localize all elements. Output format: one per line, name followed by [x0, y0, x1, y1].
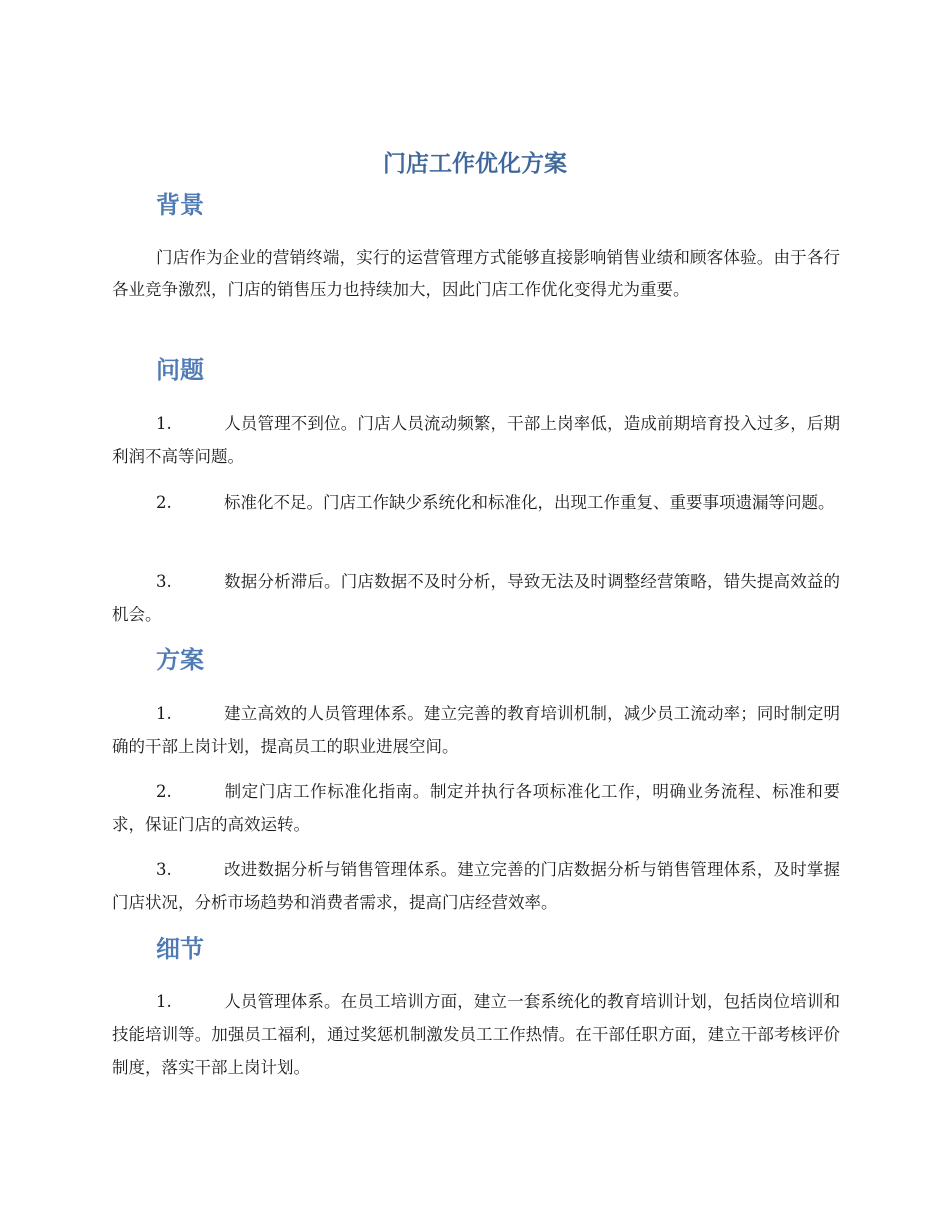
list-item-text: 建立高效的人员管理体系。建立完善的教育培训机制，减少员工流动率；同时制定明确的干部上岗计划，提高员工的职业进展空间。 — [112, 704, 840, 756]
problem-item — [112, 407, 840, 473]
list-item-text: 改进数据分析与销售管理体系。建立完善的门店数据分析与销售管理体系，及时掌握门店状况，分析市场趋势和消费者需求，提高门店经营效率。 — [112, 860, 840, 912]
plan-item — [112, 853, 840, 919]
list-number: 1. — [156, 414, 172, 433]
section-heading-plans: 方案 — [156, 646, 204, 674]
list-item-text: 标准化不足。门店工作缺少系统化和标准化，出现工作重复、重要事项遗漏等问题。 — [224, 493, 835, 512]
list-number: 3. — [156, 860, 172, 879]
list-number: 3. — [156, 572, 172, 591]
plan-item — [112, 697, 840, 763]
plan-item — [112, 775, 840, 841]
list-number: 1. — [156, 992, 172, 1011]
background-paragraph: 门店作为企业的营销终端，实行的运营管理方式能够直接影响销售业绩和顾客体验。由于各行各业竞争激烈，门店的销售压力也持续加大，因此门店工作优化变得尤为重要。 — [112, 248, 840, 299]
list-item-text: 人员管理不到位。门店人员流动频繁，干部上岗率低，造成前期培育投入过多，后期利润不高等问题。 — [112, 414, 840, 466]
list-item-text: 数据分析滞后。门店数据不及时分析，导致无法及时调整经营策略，错失提高效益的机会。 — [112, 572, 840, 624]
detail-item — [112, 985, 840, 1084]
list-number: 1. — [156, 704, 172, 723]
section-heading-background: 背景 — [156, 191, 204, 219]
problem-item — [112, 486, 840, 519]
list-number: 2. — [156, 493, 172, 512]
problem-item — [112, 565, 840, 631]
list-number: 2. — [156, 782, 172, 801]
list-item-text: 人员管理体系。在员工培训方面，建立一套系统化的教育培训计划，包括岗位培训和技能培训等。加强员工福利，通过奖惩机制激发员工工作热情。在干部任职方面，建立干部考核评价制度，落实干部上岗计划。 — [112, 992, 840, 1077]
section-heading-problems: 问题 — [156, 356, 204, 384]
section-heading-details: 细节 — [156, 935, 204, 963]
list-item-text: 制定门店工作标准化指南。制定并执行各项标准化工作，明确业务流程、标准和要求，保证门店的高效运转。 — [112, 782, 840, 834]
document-title: 门店工作优化方案 — [383, 151, 567, 177]
